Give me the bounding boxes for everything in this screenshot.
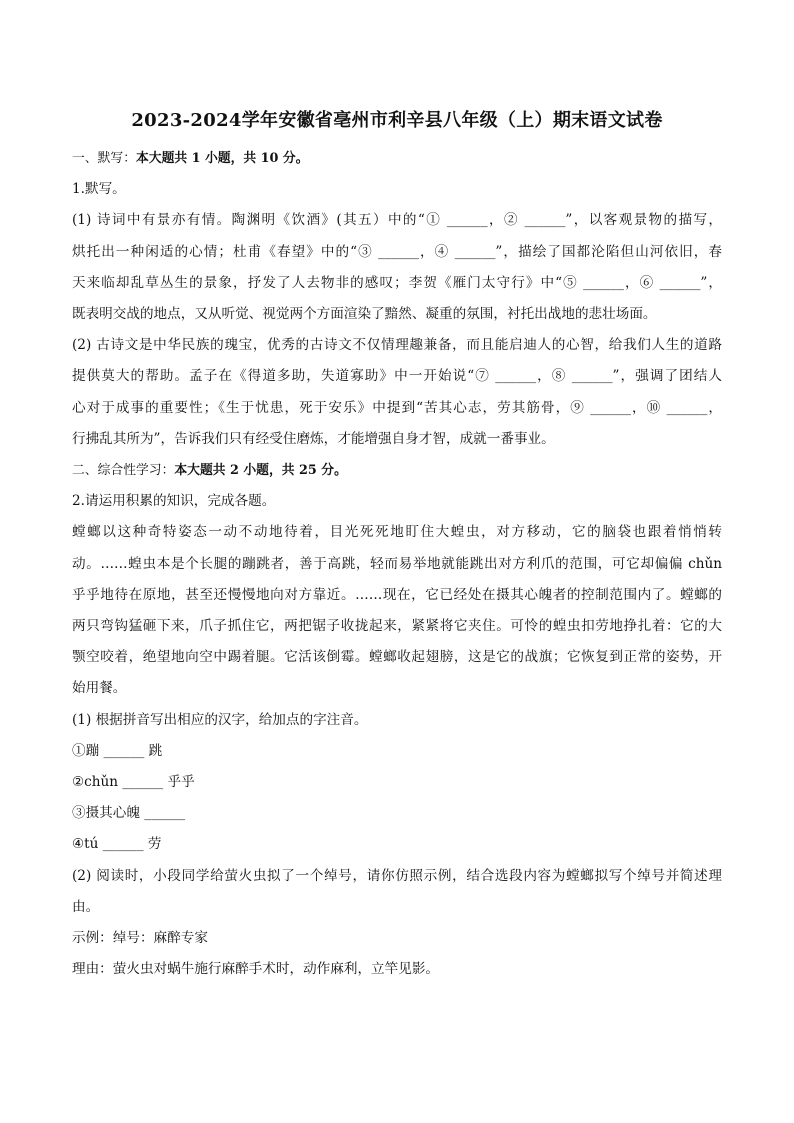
question-1-part-1-line: 既表明交战的地点，又从听觉、视觉两个方面渲染了黯然、凝重的氛围，衬托出战地的悲壮场面。 <box>72 306 657 323</box>
pinyin-item: ②chǔn ______ 乎乎 <box>72 774 195 791</box>
question-1-part-1-line: (1) 诗词中有景亦有情。陶渊明《饮酒》(其五）中的“① ______，② ______”，以客观景物的描写， <box>72 212 722 229</box>
question-2-sub-1-instruction: (1) 根据拼音写出相应的汉字，给加点的字注音。 <box>72 711 368 728</box>
question-2-sub-2-instruction: (2) 阅读时，小段同学给萤火虫拟了一个绰号，请你仿照示例，结合选段内容为螳螂拟写个绰号并简述理 <box>72 867 722 884</box>
page-title: 2023-2024学年安徽省亳州市利辛县八年级（上）期末语文试卷 <box>131 110 663 131</box>
pinyin-item: ④tú ______ 劳 <box>72 836 162 853</box>
question-2-heading: 2.请运用积累的知识，完成各题。 <box>72 493 276 510</box>
passage-line: 颚空咬着，绝望地向空中踢着腿。它活该倒霉。螳螂收起翅膀，这是它的战旗；它恢复到正常的姿势，开 <box>72 649 722 666</box>
question-1-part-2 <box>72 330 722 455</box>
question-1-part-2-line: 行拂乱其所为”，告诉我们只有经受住磨炼，才能增强自身才智，成就一番事业。 <box>72 430 555 447</box>
question-1-part-2-line: 心对于成事的重要性；《生于忧患，死于安乐》中提到“苦其心志，劳其筋骨，⑨ ______，⑩ ______， <box>72 399 722 416</box>
section-1-header <box>72 143 722 174</box>
question-1-part-1-line: 天来临却乱草丛生的景象，抒发了人去物非的感叹；李贺《雁门太守行》中“⑤ ______，⑥ ______”， <box>72 274 722 291</box>
section-1-prefix: 一、默写： <box>72 151 136 166</box>
question-1-part-1-line: 烘托出一种闲适的心情；杜甫《春望》中的“③ ______，④ ______”，描绘了国都沦陷但山河依旧，春 <box>72 243 722 260</box>
section-2-info: 本大题共 2 小题，共 25 分。 <box>174 463 347 479</box>
passage-line: 螳螂以这种奇特姿态一动不动地待着，目光死死地盯住大蝗虫，对方移动，它的脑袋也跟着悄悄转 <box>72 524 722 541</box>
example-reason: 理由：萤火虫对蜗牛施行麻醉手术时，动作麻利，立竿见影。 <box>72 961 440 978</box>
question-1-part-2-line: (2) 古诗文是中华民族的瑰宝，优秀的古诗文不仅情理趣兼备，而且能启迪人的心智，给我们人生的道路 <box>72 337 722 354</box>
passage-line: 两只弯钩猛砸下来，爪子抓住它，两把锯子收拢起来，紧紧将它夹住。可怜的蝗虫扣劳地挣扎着：它的大 <box>72 618 722 635</box>
question-1-part-1 <box>72 205 722 330</box>
section-1-info: 本大题共 1 小题，共 10 分。 <box>135 151 309 166</box>
exam-content <box>72 143 722 985</box>
section-2-prefix: 二、综合性学习： <box>72 463 175 479</box>
section-2-header <box>72 455 722 486</box>
passage-line: 乎乎地待在原地，甚至还慢慢地向对方靠近。……现在，它已经处在摄其心魄者的控制范围内了。螳螂的 <box>72 586 722 603</box>
pinyin-item: ③摄其心魄 ______ <box>72 805 186 822</box>
passage-line: 动。……蝗虫本是个长腿的蹦跳者，善于高跳，轻而易举地就能跳出对方利爪的范围，可它却偏偏 chǔn <box>72 555 722 572</box>
reading-passage <box>72 517 722 704</box>
pinyin-item: ①蹦 ______ 跳 <box>72 742 163 759</box>
passage-line: 始用餐。 <box>72 680 127 697</box>
question-1-part-2-line: 提供莫大的帮助。孟子在《得道多助，失道寡助》中一开始说“⑦ ______，⑧ ______”，强调了团结人 <box>72 368 722 385</box>
example-nickname: 示例：绰号：麻醉专家 <box>72 930 208 947</box>
question-1-heading: 1.默写。 <box>72 181 126 198</box>
question-2-sub-2-instruction: 由。 <box>72 898 100 915</box>
